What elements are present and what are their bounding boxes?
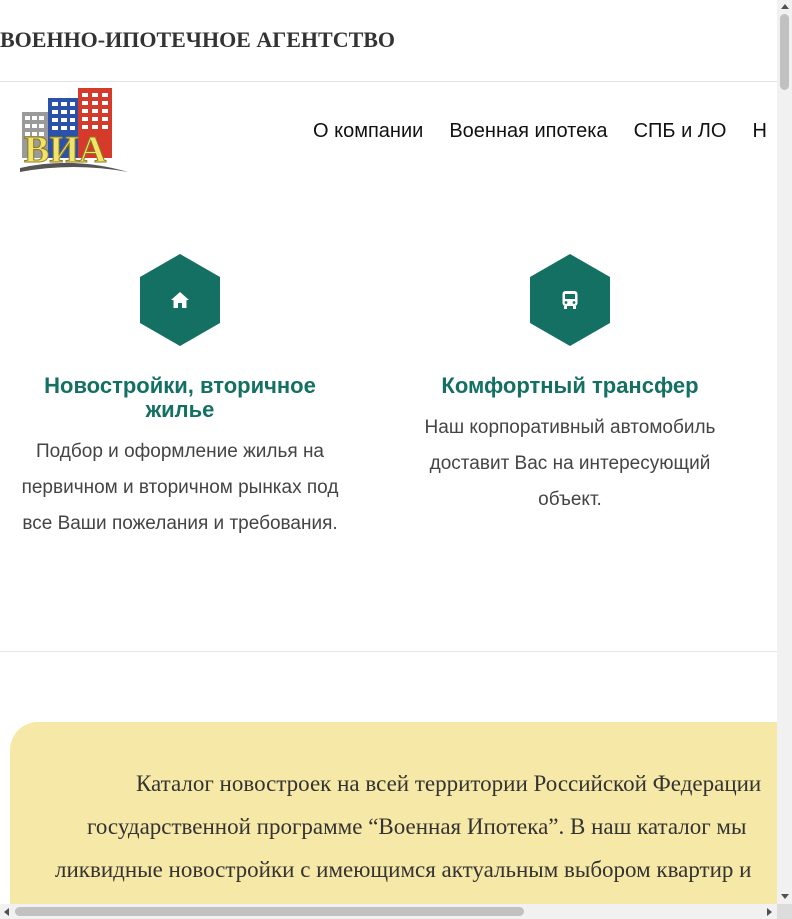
catalog-text-line: Каталог новостроек на всей территории Российской Федерации [136, 771, 762, 796]
site-title: ВОЕННО-ИПОТЕЧНОЕ АГЕНТСТВО [0, 27, 396, 52]
feature-new-buildings [10, 254, 350, 542]
catalog-text-line: ликвидные новостройки с имеющимся актуальным выбором квартир и [55, 857, 752, 882]
scroll-right-arrow-icon[interactable] [767, 908, 772, 916]
feature-icon-badge [530, 254, 610, 346]
section-divider [0, 651, 777, 652]
horizontal-scrollbar[interactable] [0, 904, 777, 919]
catalog-banner [10, 722, 777, 904]
feature-title [10, 374, 350, 422]
feature-title-line: жилье [145, 397, 215, 422]
main-nav [313, 120, 777, 143]
feature-description [400, 410, 740, 518]
feature-desc-line: Подбор и оформление жилья на [35, 441, 324, 462]
feature-title-line: Новостройки, вторичное [44, 373, 316, 398]
scroll-down-arrow-icon[interactable] [781, 894, 789, 899]
vertical-scrollbar[interactable] [777, 0, 792, 904]
feature-description [10, 434, 350, 542]
feature-desc-line: Наш корпоративный автомобиль [424, 417, 716, 438]
feature-desc-line: первичном и вторичном рынках под [21, 477, 339, 498]
horizontal-scroll-thumb[interactable] [15, 907, 524, 916]
nav-item-about[interactable]: О компании [313, 120, 424, 142]
scroll-up-arrow-icon[interactable] [781, 4, 789, 9]
feature-desc-line: все Ваши пожелания и требования. [22, 513, 338, 534]
vertical-scroll-thumb[interactable] [780, 14, 789, 90]
nav-item-spb-lo[interactable]: СПБ и ЛО [633, 120, 727, 142]
scroll-left-arrow-icon[interactable] [4, 908, 9, 916]
catalog-text-line: государственной программе “Военная Ипотека”. В наш каталог мы [87, 814, 747, 839]
feature-desc-line: доставит Вас на интересующий [429, 453, 711, 474]
logo-graphic [18, 86, 130, 176]
site-logo[interactable] [18, 86, 130, 176]
scrollbar-corner [777, 904, 792, 919]
nav-item-military-mortgage[interactable]: Военная ипотека [449, 120, 608, 142]
feature-desc-line: объект. [538, 489, 602, 510]
feature-title: Комфортный трансфер [441, 373, 699, 398]
bus-icon [561, 290, 579, 310]
top-bar [0, 0, 777, 82]
feature-icon-badge [140, 254, 220, 346]
logo-text: ВИА [24, 129, 107, 171]
feature-transfer [400, 254, 740, 518]
home-icon [170, 291, 190, 309]
nav-item-more[interactable]: Н [752, 120, 767, 142]
